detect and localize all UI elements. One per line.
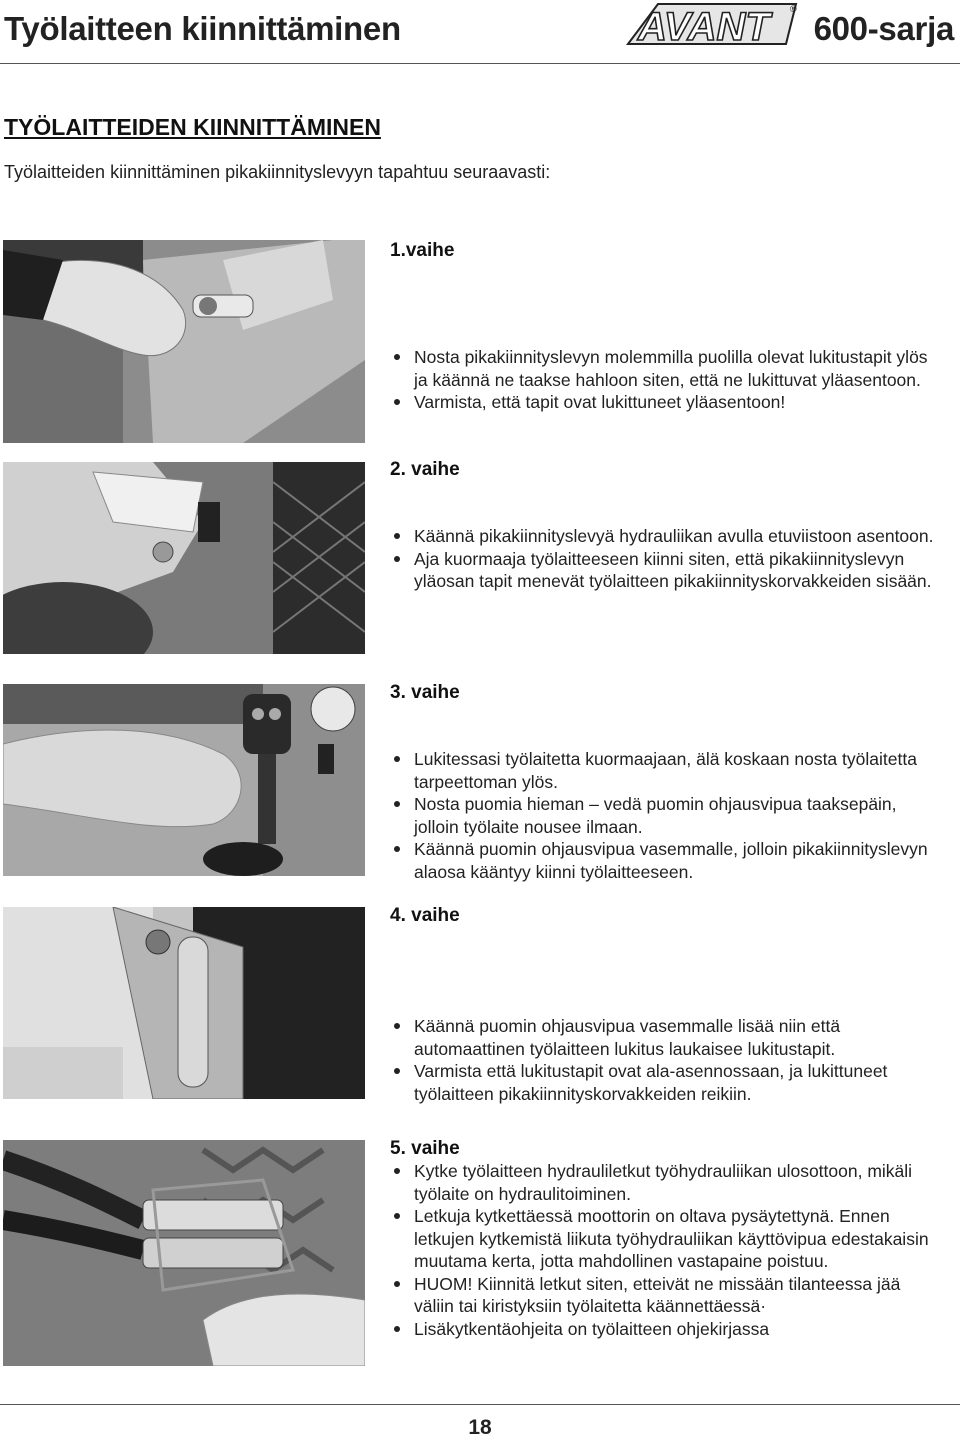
- step-1: [390, 240, 945, 414]
- list-item: Käännä puomin ohjausvipua vasemmalle, jolloin pikakiinnityslevyn alaosa kääntyy kiinni työlaitteeseen.: [390, 838, 945, 883]
- step-3-title: 3. vaihe: [390, 682, 460, 703]
- step-4-bullets: [390, 1015, 945, 1105]
- list-item: Lukitessasi työlaitetta kuormaajaan, älä koskaan nosta työlaitetta tarpeettoman ylös.: [390, 748, 945, 793]
- list-item: Käännä pikakiinnityslevyä hydrauliikan avulla etuviistoon asentoon.: [390, 525, 945, 548]
- avant-logo: [618, 0, 800, 48]
- section-title: TYÖLAITTEIDEN KIINNITTÄMINEN: [4, 114, 381, 140]
- step-2: [390, 459, 945, 593]
- step-5-photo: [3, 1140, 365, 1366]
- logo-text: AVANT: [638, 5, 770, 48]
- step-2-photo: [3, 462, 365, 654]
- header-divider: [0, 63, 960, 64]
- step-2-bullets: [390, 525, 945, 593]
- step-5: [390, 1138, 945, 1340]
- list-item: Nosta puomia hieman – vedä puomin ohjausvipua taaksepäin, jolloin työlaite nousee ilmaan.: [390, 793, 945, 838]
- step-1-photo: [3, 240, 365, 443]
- series-label: 600-sarja: [813, 10, 954, 47]
- list-item: Kytke työlaitteen hydrauliletkut työhydrauliikan ulosottoon, mikäli työlaite on hydraulitoiminen.: [390, 1160, 945, 1205]
- step-5-bullets: [390, 1160, 945, 1340]
- svg-text:®: ®: [790, 4, 797, 14]
- step-5-title: 5. vaihe: [390, 1138, 460, 1159]
- page-number: 18: [468, 1416, 492, 1439]
- list-item: Letkuja kytkettäessä moottorin on oltava pysäytettynä. Ennen letkujen kytkemistä liikuta työhydrauliikan käyttövipua edestakaisin muutama kerta, jotta mahdollinen vastapaine poistuu.: [390, 1205, 945, 1273]
- step-1-bullets: [390, 346, 945, 414]
- intro-text: Työlaitteiden kiinnittäminen pikakiinnityslevyyn tapahtuu seuraavasti:: [4, 162, 551, 182]
- list-item: Käännä puomin ohjausvipua vasemmalle lisää niin että automaattinen työlaitteen lukitus laukaisee lukitustapit.: [390, 1015, 945, 1060]
- list-item: Varmista, että tapit ovat lukittuneet yläasentoon!: [390, 391, 945, 414]
- step-4-photo: [3, 907, 365, 1099]
- list-item: Nosta pikakiinnityslevyn molemmilla puolilla olevat lukitustapit ylös ja käännä ne taakse hahloon siten, että ne lukittuvat yläasentoon.: [390, 346, 945, 391]
- step-4-title: 4. vaihe: [390, 905, 460, 926]
- step-3-bullets: [390, 748, 945, 883]
- step-1-title: 1.vaihe: [390, 240, 455, 261]
- footer-divider: [0, 1404, 960, 1405]
- list-item: HUOM! Kiinnitä letkut siten, etteivät ne missään tilanteessa jää väliin tai kiristyksiin työlaitetta käännettäessä·: [390, 1273, 945, 1318]
- list-item: Aja kuormaaja työlaitteeseen kiinni siten, että pikakiinnityslevyn yläosan tapit menevät työlaitteen pikakiinnityskorvakkeiden sisään.: [390, 548, 945, 593]
- step-3-photo: [3, 684, 365, 876]
- step-4: [390, 905, 945, 1105]
- header-title: Työlaitteen kiinnittäminen: [4, 10, 401, 47]
- step-2-title: 2. vaihe: [390, 459, 460, 480]
- step-3: [390, 682, 945, 883]
- list-item: Varmista että lukitustapit ovat ala-asennossaan, ja lukittuneet työlaitteen pikakiinnityskorvakkeiden reikiin.: [390, 1060, 945, 1105]
- list-item: Lisäkytkentäohjeita on työlaitteen ohjekirjassa: [390, 1318, 945, 1341]
